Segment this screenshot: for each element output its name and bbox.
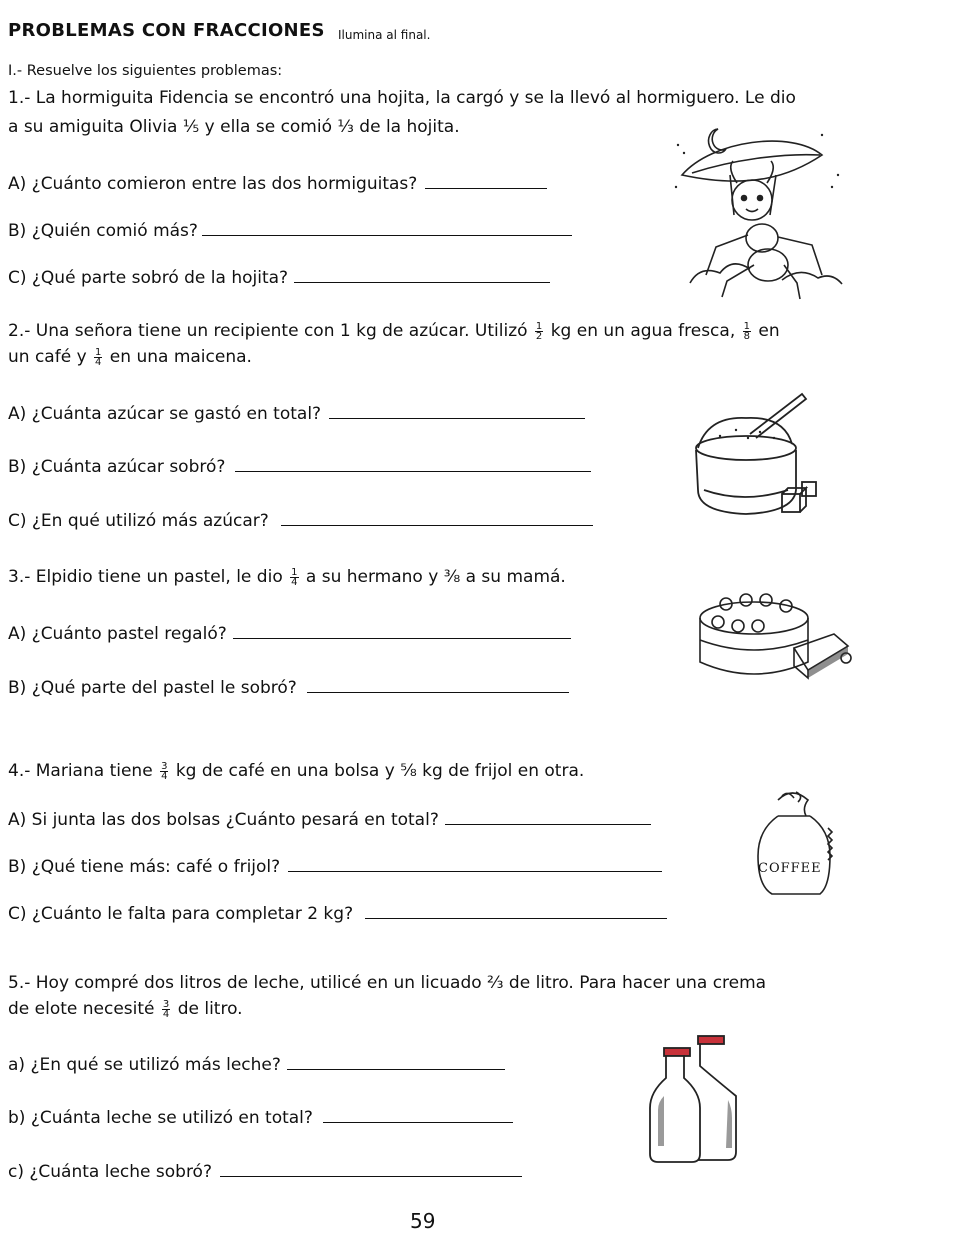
problem-1-line-1: 1.- La hormiguita Fidencia se encontró una hojita, la cargó y se la llevó al hormiguero. Le dio xyxy=(8,88,796,108)
problem-2-line-2: un café y $\frac{1}{4}$ en una maicena. xyxy=(8,346,252,368)
problem-2-question-c: C) ¿En qué utilizó más azúcar? xyxy=(8,509,593,532)
answer-line[interactable] xyxy=(281,509,593,526)
problem-3-line-1: 3.- Elpidio tiene un pastel, le dio $\frac{1}{4}$ a su hermano y ⅜ a su mamá. xyxy=(8,566,566,588)
answer-line[interactable] xyxy=(233,622,571,639)
problem-5-question-b: b) ¿Cuánta leche se utilizó en total? xyxy=(8,1106,513,1129)
answer-line[interactable] xyxy=(323,1106,513,1123)
page-title: PROBLEMAS CON FRACCIONES xyxy=(8,20,325,41)
fraction: ⅝ xyxy=(400,761,417,781)
instructions: I.- Resuelve los siguientes problemas: xyxy=(8,63,283,79)
answer-line[interactable] xyxy=(294,266,550,283)
problem-4-question-c: C) ¿Cuánto le falta para completar 2 kg? xyxy=(8,902,667,925)
answer-line[interactable] xyxy=(235,455,591,472)
problem-4-question-b: B) ¿Qué tiene más: café o frijol? xyxy=(8,855,662,878)
problem-2-question-b: B) ¿Cuánta azúcar sobró? xyxy=(8,455,591,478)
fraction: $\frac{1}{4}$ xyxy=(291,566,298,588)
fraction: $\frac{1}{4}$ xyxy=(95,346,102,368)
fraction: ⅓ xyxy=(337,117,354,137)
problem-4-line-1: 4.- Mariana tiene $\frac{3}{4}$ kg de café en una bolsa y ⅝ kg de frijol en otra. xyxy=(8,760,585,782)
problem-5-line-2: de elote necesité $\frac{3}{4}$ de litro. xyxy=(8,998,243,1020)
answer-line[interactable] xyxy=(445,808,651,825)
answer-line[interactable] xyxy=(287,1053,505,1070)
answer-line[interactable] xyxy=(202,219,572,236)
fraction: $\frac{3}{4}$ xyxy=(161,760,168,782)
problem-5-question-a: a) ¿En qué se utilizó más leche? xyxy=(8,1053,505,1076)
page-number: 59 xyxy=(410,1209,436,1233)
answer-line[interactable] xyxy=(329,402,585,419)
fraction: $\frac{1}{2}$ xyxy=(535,320,543,342)
problem-1-question-c: C) ¿Qué parte sobró de la hojita? xyxy=(8,266,550,289)
problem-3-question-a: A) ¿Cuánto pastel regaló? xyxy=(8,622,571,645)
problem-2-line-1: 2.- Una señora tiene un recipiente con 1 kg de azúcar. Utilizó $\frac{1}{2}$ kg en un agua fresca, $\frac{1}{8}$ en xyxy=(8,320,780,342)
answer-line[interactable] xyxy=(365,902,667,919)
ant-leaf-illustration xyxy=(672,115,844,305)
problem-2-question-a: A) ¿Cuánta azúcar se gastó en total? xyxy=(8,402,585,425)
header-note: Ilumina al final. xyxy=(338,28,431,42)
answer-line[interactable] xyxy=(288,855,662,872)
coffee-bag-label: COFFEE xyxy=(758,861,822,876)
problem-5-question-c: c) ¿Cuánta leche sobró? xyxy=(8,1160,522,1183)
problem-5-line-1: 5.- Hoy compré dos litros de leche, utilicé en un licuado ⅔ de litro. Para hacer una crema xyxy=(8,973,767,993)
fraction: ⅕ xyxy=(182,117,200,137)
problem-4-question-a: A) Si junta las dos bolsas ¿Cuánto pesará en total? xyxy=(8,808,651,831)
milk-bottles-illustration xyxy=(648,1034,744,1164)
problem-1-question-a: A) ¿Cuánto comieron entre las dos hormiguitas? xyxy=(8,172,547,195)
fraction: $\frac{1}{8}$ xyxy=(743,320,750,342)
sugar-bowl-illustration xyxy=(690,390,830,530)
problem-1-line-2: a su amiguita Olivia ⅕ y ella se comió ⅓ de la hojita. xyxy=(8,117,460,137)
cake-illustration xyxy=(698,588,858,683)
answer-line[interactable] xyxy=(425,172,547,189)
fraction: ⅔ xyxy=(487,973,504,993)
problem-1-question-b: B) ¿Quién comió más? xyxy=(8,219,572,242)
answer-line[interactable] xyxy=(307,676,569,693)
problem-3-question-b: B) ¿Qué parte del pastel le sobró? xyxy=(8,676,569,699)
fraction: $\frac{3}{4}$ xyxy=(162,998,170,1020)
answer-line[interactable] xyxy=(220,1160,522,1177)
fraction: ⅜ xyxy=(443,567,461,587)
